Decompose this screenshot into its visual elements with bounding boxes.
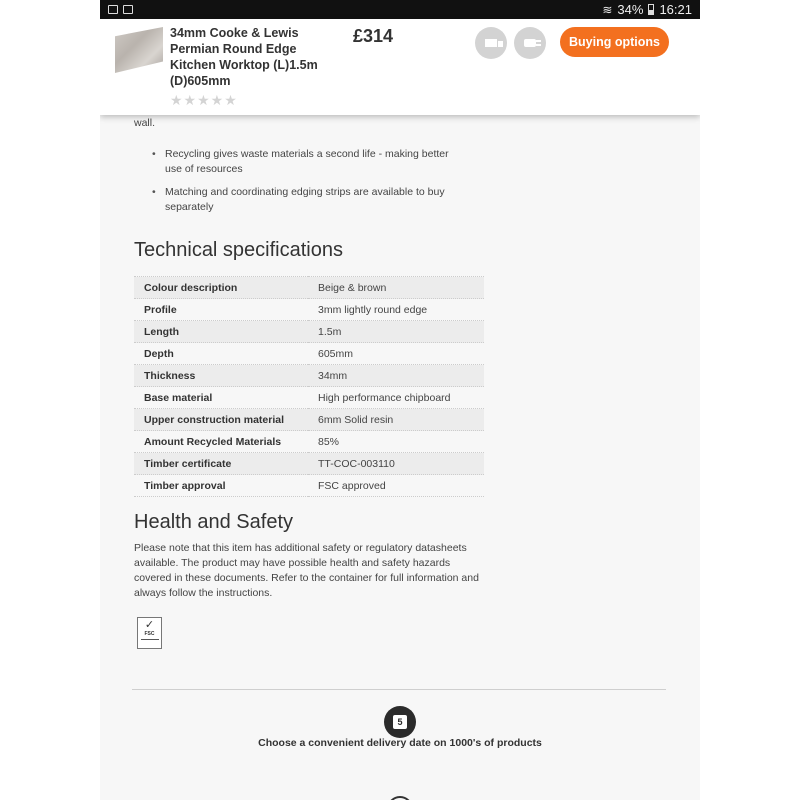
table-row	[134, 409, 484, 431]
table-row	[134, 299, 484, 321]
rating-stars[interactable]: ★★★★★	[170, 92, 238, 108]
section-divider	[132, 689, 666, 690]
spec-key: Depth	[134, 343, 308, 365]
table-row	[134, 277, 484, 299]
product-thumbnail[interactable]	[115, 27, 163, 73]
spec-value: 34mm	[308, 365, 484, 387]
table-row	[134, 387, 484, 409]
wifi-icon: ≋	[602, 2, 613, 17]
status-right	[602, 2, 692, 17]
list-item: • Matching and coordinating edging strips are available to buy separately	[148, 185, 468, 215]
app-frame	[100, 0, 700, 800]
spec-value: 85%	[308, 431, 484, 453]
list-item: • Recycling gives waste materials a second life - making better use of resources	[148, 147, 468, 177]
spec-key: Upper construction material	[134, 409, 308, 431]
fsc-tree-icon: ✓	[144, 619, 155, 631]
screenshot-notification-icon	[123, 5, 133, 14]
calendar-icon	[384, 706, 416, 738]
battery-icon	[648, 4, 654, 15]
spec-value: High performance chipboard	[308, 387, 484, 409]
table-row	[134, 343, 484, 365]
table-row	[134, 365, 484, 387]
home-delivery-button[interactable]	[475, 27, 507, 59]
health-safety-heading: Health and Safety	[134, 511, 293, 533]
spec-key: Amount Recycled Materials	[134, 431, 308, 453]
spec-value: 3mm lightly round edge	[308, 299, 484, 321]
table-row	[134, 321, 484, 343]
spec-key: Colour description	[134, 277, 308, 299]
calendar-day: 5	[393, 715, 407, 729]
tech-specs-heading: Technical specifications	[134, 239, 343, 261]
spec-key: Timber approval	[134, 475, 308, 497]
spec-key: Thickness	[134, 365, 308, 387]
next-section-icon	[387, 796, 413, 800]
battery-percent: 34%	[617, 2, 644, 17]
fsc-logo	[137, 617, 162, 649]
table-row	[134, 475, 484, 497]
spec-key: Base material	[134, 387, 308, 409]
clock: 16:21	[659, 2, 692, 17]
spec-value: Beige & brown	[308, 277, 484, 299]
status-bar	[100, 0, 700, 19]
spec-value: 6mm Solid resin	[308, 409, 484, 431]
delivery-truck-icon	[485, 39, 497, 47]
specs-table	[134, 276, 484, 497]
spec-key: Profile	[134, 299, 308, 321]
click-collect-icon	[524, 39, 536, 47]
spec-value: 605mm	[308, 343, 484, 365]
health-safety-text: Please note that this item has additional safety or regulatory datasheets available. The product may have possible health and safety hazards covered in these documents. Refer to the container for full information and always follow the instructions.	[134, 542, 479, 599]
feature-list	[148, 147, 468, 223]
product-price: £314	[353, 26, 394, 46]
description-cut-text: wall.	[134, 117, 156, 129]
spec-value: 1.5m	[308, 321, 484, 343]
spec-value: FSC approved	[308, 475, 484, 497]
spec-value: TT-COC-003110	[308, 453, 484, 475]
click-collect-button[interactable]	[514, 27, 546, 59]
sticky-product-header	[100, 19, 700, 115]
product-title: 34mm Cooke & Lewis Permian Round Edge Kitchen Worktop (L)1.5m (D)605mm	[170, 26, 318, 88]
gallery-notification-icon	[108, 5, 118, 14]
spec-key: Timber certificate	[134, 453, 308, 475]
status-left-icons	[108, 5, 133, 14]
delivery-promo-text: Choose a convenient delivery date on 1000's of products	[258, 737, 542, 749]
table-row	[134, 453, 484, 475]
table-row	[134, 431, 484, 453]
fsc-label: FSC	[144, 631, 155, 637]
spec-key: Length	[134, 321, 308, 343]
buying-options-button[interactable]: Buying options	[560, 27, 669, 57]
